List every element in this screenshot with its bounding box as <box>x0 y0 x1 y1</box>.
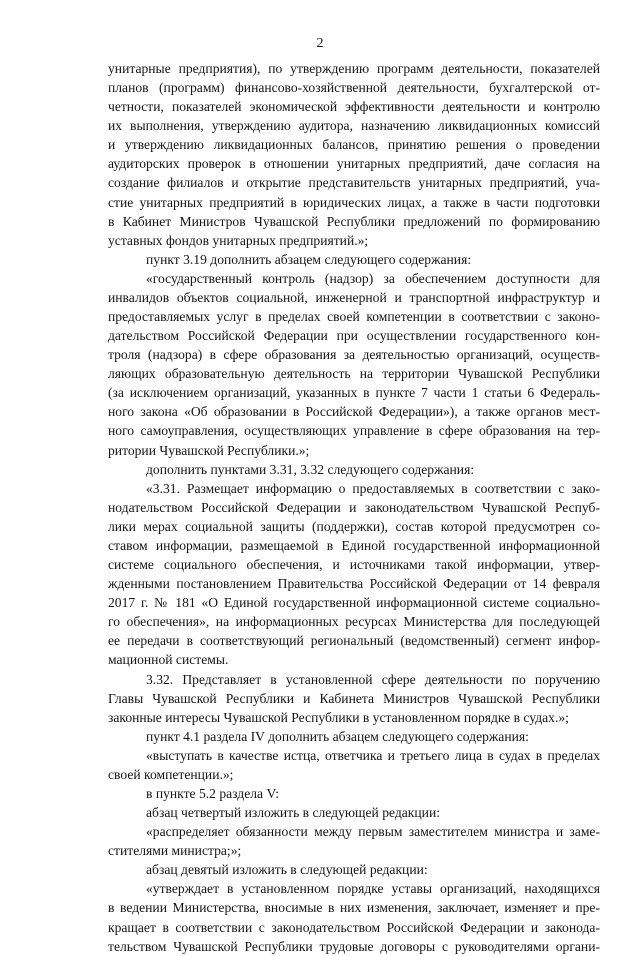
text-line: (за исключением организаций, указанных в пункте 7 части 1 статьи 6 Федераль- <box>108 385 600 401</box>
text-line: «государственный контроль (надзор) за обеспечением доступности для <box>146 270 600 286</box>
text-line: унитарные предприятия), по утверждению программ деятельности, показателей <box>108 61 600 76</box>
text-line: ляющих образовательную деятельность на территории Чувашской Республики <box>108 366 600 382</box>
text-line: мационной системы. <box>108 652 229 668</box>
text-line: тельством Чувашской Республики трудовые договоры с руководителями органи- <box>108 938 600 954</box>
text-line: создание филиалов и открытие представительств унитарных предприятий, уча- <box>108 175 600 191</box>
text-line: лики мерах социальной защиты (поддержки), состав которой предусмотрен со- <box>108 518 600 534</box>
text-line: троля (надзора) в сфере образования за деятельностью организаций, осуществ- <box>108 347 600 363</box>
text-line: абзац четвертый изложить в следующей редакции: <box>146 805 441 821</box>
text-line: жденными постановлением Правительства Российской Федерации от 14 февраля <box>108 576 600 592</box>
text-line: «распределяет обязанности между первым заместителем министра и заме- <box>146 824 600 840</box>
text-line: дательством Российской Федерации при осуществлении государственного кон- <box>108 328 600 344</box>
text-line: «утверждает в установленном порядке уставы организаций, находящихся <box>146 881 600 897</box>
text-line: предоставляемых услуг в пределах своей компетенции в соответствии с законо- <box>108 309 600 325</box>
text-line: «выступать в качестве истца, ответчика и третьего лица в судах в пределах <box>146 747 600 763</box>
text-line: дополнить пунктами 3.31, 3.32 следующего содержания: <box>146 461 475 477</box>
text-line: их выполнения, утверждению аудитора, назначению ликвидационных комиссий <box>108 118 600 134</box>
text-line: планов (программ) финансово-хозяйственной деятельности, бухгалтерской от- <box>108 80 600 96</box>
text-line: пункт 4.1 раздела IV дополнить абзацем следующего содержания: <box>146 728 529 744</box>
text-line: законные интересы Чувашской Республики в установленном порядке в судах.»; <box>108 709 569 725</box>
text-line: системе социального обеспечения, и источниками такой информации, утвер- <box>108 557 600 573</box>
text-line: абзац девятый изложить в следующей редакции: <box>146 862 428 878</box>
text-line: в ведении Министерства, вносимые в них изменения, заключает, изменяет и пре- <box>108 900 600 916</box>
text-line: кращает в соответствии с законодательством Российской Федерации и законода- <box>108 919 600 935</box>
text-line: и утверждению ликвидационных балансов, принятию решения о проведении <box>108 137 600 153</box>
page-number: 2 <box>316 36 324 51</box>
text-line: стие унитарных предприятий в юридических лицах, а также в части подготовки <box>108 194 600 210</box>
text-line: ставом информации, размещаемой в Единой государственной информационной <box>108 537 600 553</box>
text-line: Главы Чувашской Республики и Кабинета Министров Чувашской Республики <box>108 690 600 706</box>
text-line: «3.31. Размещает информацию о предоставляемых в соответствии с зако- <box>146 480 600 496</box>
text-line: в пункте 5.2 раздела V: <box>146 785 280 801</box>
text-line: четности, показателей экономической эффективности деятельности и контролю <box>108 99 600 115</box>
text-line: нодательством Российской Федерации и законодательством Чувашской Респуб- <box>108 499 600 515</box>
text-line: ее передачи в соответствующий региональный (ведомственный) сегмент инфор- <box>108 633 600 649</box>
text-line: ного закона «Об образовании в Российской Федерации»), а также органов мест- <box>108 404 600 420</box>
text-line: аудиторских проверок в отношении унитарных предприятий, даче согласия на <box>108 156 600 172</box>
text-line: ного самоуправления, осуществляющих управление в сфере образования на тер- <box>108 423 600 439</box>
text-line: уставных фондов унитарных предприятий.»; <box>108 232 369 248</box>
text-line: 2017 г. № 181 «О Единой государственной информационной системе социально- <box>108 595 600 611</box>
text-line: 3.32. Представляет в установленной сфере деятельности по поручению <box>146 671 600 687</box>
text-line: в Кабинет Министров Чувашской Республики предложений по формированию <box>108 213 600 229</box>
text-line: го обеспечения», на информационных ресурсах Министерства для последующей <box>108 614 600 630</box>
text-line: своей компетенции.»; <box>108 766 234 782</box>
text-line: стителями министра;»; <box>108 843 242 859</box>
document-body <box>108 59 600 956</box>
text-line: инвалидов объектов социальной, инженерной и транспортной инфраструктур и <box>108 289 600 305</box>
text-line: пункт 3.19 дополнить абзацем следующего содержания: <box>146 251 472 267</box>
text-line: ритории Чувашской Республики.»; <box>108 442 310 458</box>
